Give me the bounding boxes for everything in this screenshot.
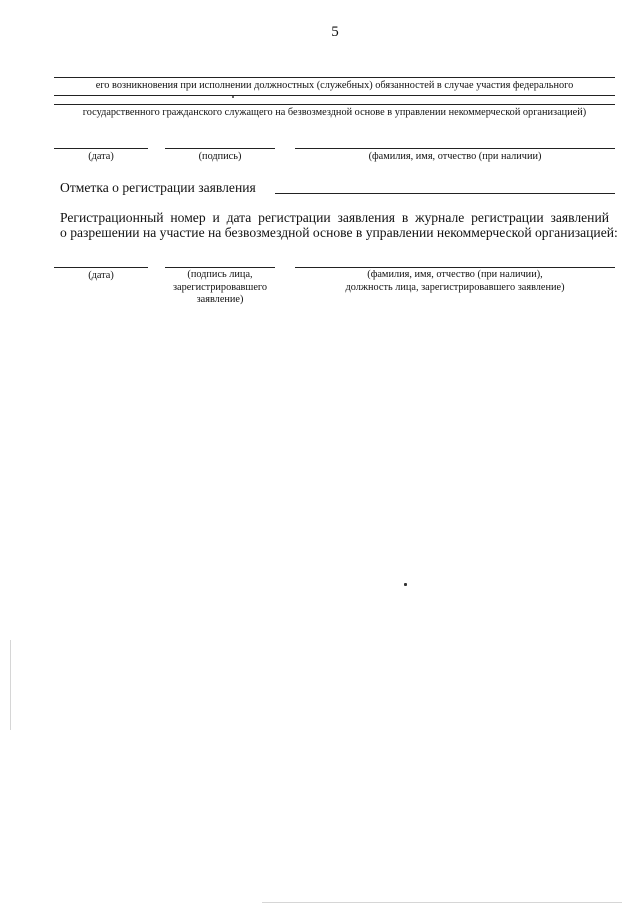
continuation-line-2-top-rule: [54, 95, 615, 96]
page-number: 5: [331, 24, 339, 40]
registration-mark-line: [275, 193, 615, 194]
signature-caption-2-line-2: зарегистрировавшего: [172, 281, 267, 293]
scan-edge-bottom: [262, 902, 622, 903]
signature-caption-1: (подпись): [198, 151, 242, 162]
continuation-line-1: его возникновения при исполнении должностных (служебных) обязанностей в случае участия федерального: [95, 80, 574, 91]
continuation-line-2-rule: [54, 104, 615, 105]
signature-line-2: [165, 267, 275, 268]
registration-mark-label: Отметка о регистрации заявления: [60, 180, 256, 195]
scan-edge-left: [10, 640, 11, 730]
name-signature-line-1: [295, 148, 615, 149]
scan-speck: [404, 583, 407, 586]
date-signature-line-2: [54, 267, 148, 268]
date-caption-2: (дата): [88, 270, 114, 281]
name-caption-2: [295, 269, 615, 294]
date-signature-line-1: [54, 148, 148, 149]
name-caption-2-line-1: (фамилия, имя, отчество (при наличии),: [367, 269, 543, 280]
continuation-line-1-rule: [54, 77, 615, 78]
name-signature-line-2: [295, 267, 615, 268]
registration-number-line-1: Регистрационный номер и дата регистрации заявления в журнале регистрации заявлений: [60, 210, 609, 225]
continuation-line-2: государственного гражданского служащего на безвозмездной основе в управлении некоммерческой организацией): [82, 107, 587, 118]
signature-caption-2-line-1: (подпись лица,: [187, 269, 253, 280]
name-caption-1: (фамилия, имя, отчество (при наличии): [368, 151, 542, 162]
signature-caption-2-line-3: заявление): [196, 294, 244, 305]
signature-line-1: [165, 148, 275, 149]
scan-speck: [232, 96, 234, 98]
signature-caption-2: [150, 269, 290, 307]
date-caption-1: (дата): [88, 151, 114, 162]
name-caption-2-line-2: должность лица, зарегистрировавшего заявление): [345, 281, 565, 293]
registration-number-line-2: о разрешении на участие на безвозмездной основе в управлении некоммерческой организацией:: [60, 225, 618, 240]
